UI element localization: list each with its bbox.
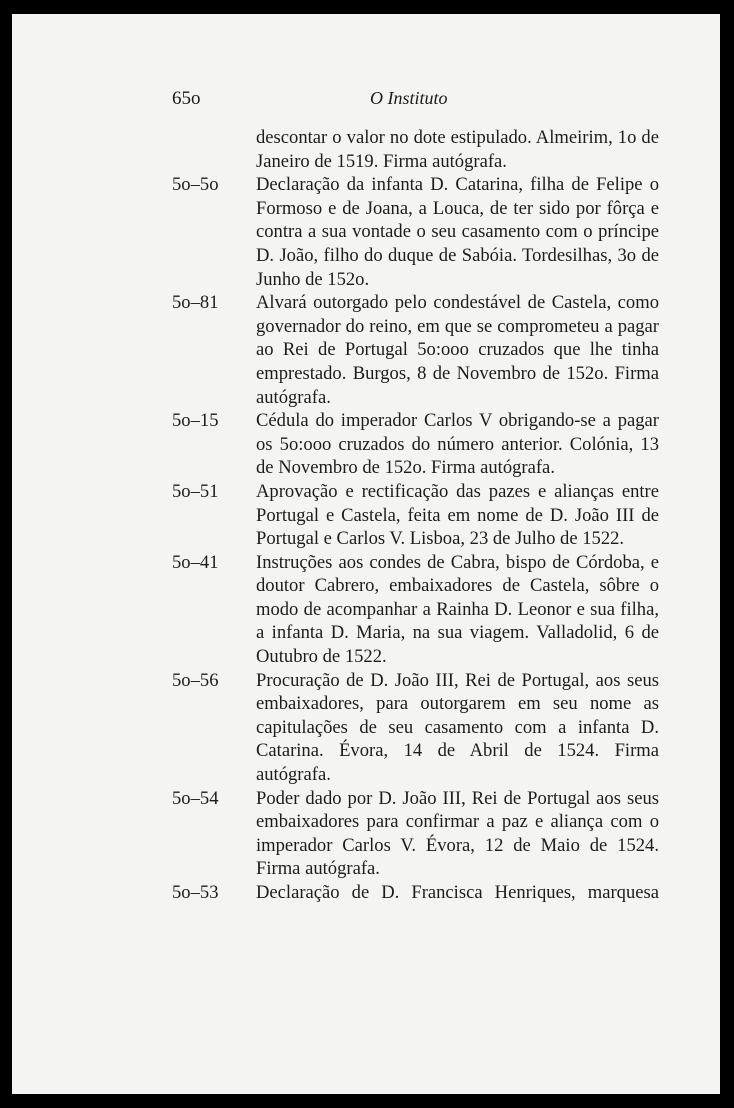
- catalog-entry: [172, 480, 659, 551]
- entry-code: 5o–15: [172, 410, 219, 432]
- page-number: 65o: [172, 88, 201, 109]
- entry-description: Poder dado por D. João III, Rei de Portugal aos seus embaixadores para confirmar a paz e aliança com o imperador Carlos V. Évora, 12 de Maio de 1524. Firma autógrafa.: [256, 787, 659, 880]
- entry-code: 5o–41: [172, 551, 219, 573]
- entry-code: 5o–56: [172, 669, 219, 691]
- catalog-entry: [172, 409, 659, 480]
- entry-description: Cédula do imperador Carlos V obrigando-se a pagar os 5o:ooo cruzados do número anterior. Colónia, 13 de Novembro de 152o. Firma autógrafa.: [256, 410, 659, 479]
- catalog-entry: [172, 551, 659, 669]
- entry-code: 5o–81: [172, 292, 219, 314]
- entry-code: 5o–51: [172, 480, 219, 502]
- catalog-entry: [172, 126, 659, 173]
- catalog-entry: [172, 881, 659, 905]
- book-page: [12, 14, 720, 1094]
- entry-code: 5o–5o: [172, 174, 219, 196]
- entry-description: Declaração de D. Francisca Henriques, marquesa: [256, 882, 659, 903]
- catalog-entry: [172, 787, 659, 881]
- entry-description: descontar o valor no dote estipulado. Almeirim, 1o de Janeiro de 1519. Firma autógrafa.: [256, 127, 659, 172]
- running-title: O Instituto: [370, 88, 448, 108]
- entry-description: Aprovação e rectificação das pazes e alianças entre Portugal e Castela, feita em nome de D. João III de Portugal e Carlos V. Lisboa, 23 de Julho de 1522.: [256, 480, 659, 550]
- entry-code: 5o–53: [172, 882, 219, 903]
- entry-code: 5o–54: [172, 787, 219, 809]
- catalog-entries: [172, 126, 659, 905]
- catalog-entry: [172, 173, 659, 291]
- entry-description: Declaração da infanta D. Catarina, filha de Felipe o Formoso e de Joana, a Louca, de ter sido por fôrça e contra a sua vontade o seu casamento com o príncipe D. João, filho do duque de Sabóia. Tordesilhas, 3o de Junho de 152o.: [256, 174, 659, 290]
- entry-description: Alvará outorgado pelo condestável de Castela, como governador do reino, em que se comprometeu a pagar ao Rei de Portugal 5o:ooo cruzados que lhe tinha emprestado. Burgos, 8 de Novembro de 152o. Firma autógrafa.: [256, 292, 659, 408]
- catalog-entry: [172, 291, 659, 409]
- page-header: [12, 86, 720, 114]
- entry-description: Instruções aos condes de Cabra, bispo de Córdoba, e doutor Cabrero, embaixadores de Castela, sôbre o modo de acompanhar a Rainha D. Leonor e sua filha, a infanta D. Maria, na sua viagem. Valladolid, 6 de Outubro de 1522.: [256, 551, 659, 668]
- entry-description: Procuração de D. João III, Rei de Portugal, aos seus embaixadores, para outorgarem em seu nome as capitulações de seu casamento com a infanta D. Catarina. Évora, 14 de Abril de 1524. Firma autógrafa.: [256, 669, 659, 786]
- catalog-entry: [172, 669, 659, 787]
